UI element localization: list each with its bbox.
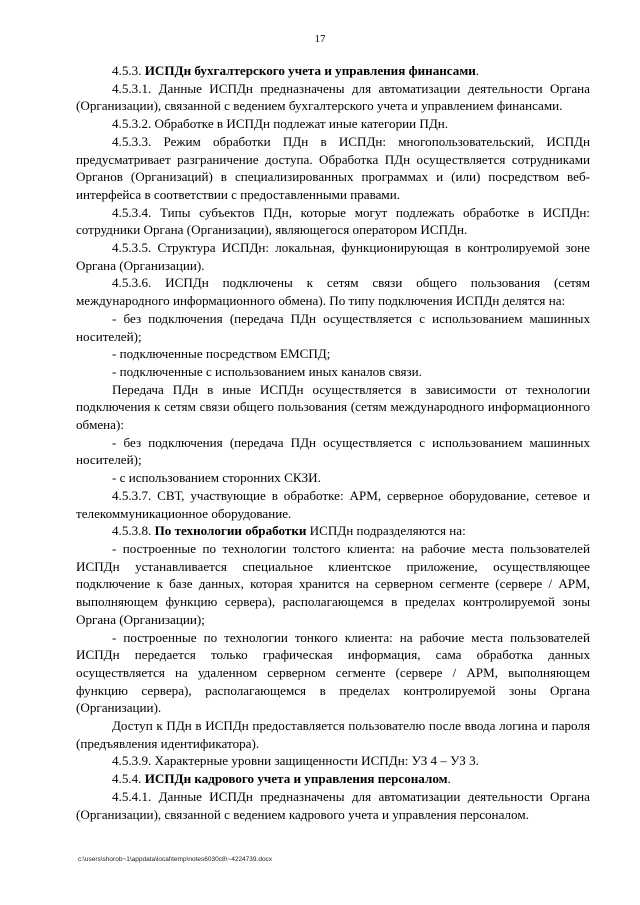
text-run: 4.5.3.5. Структура ИСПДн: локальная, функционирующая в контролируемой зоне Органа (Организации). [76,240,590,273]
paragraph [76,133,590,204]
paragraph [76,345,590,363]
paragraph [76,788,590,823]
text-run: 4.5.3.8. [112,523,155,539]
paragraph [76,540,590,629]
text-run: Передача ПДн в иные ИСПДн осуществляется в зависимости от технологии подключения к сетям связи общего пользования (сетям международного информационного обмена): [76,381,590,433]
paragraph [76,629,590,718]
text-run: 4.5.3.6. ИСПДн подключены к сетям связи общего пользования (сетям международного информационного обмена). По типу подключения ИСПДн делятся на: [76,275,590,309]
paragraph [76,522,590,540]
paragraph [76,80,590,115]
text-run: 4.5.3.9. Характерные уровни защищенности ИСПДн: УЗ 4 – УЗ 3. [112,753,479,769]
paragraph [76,204,590,239]
text-run: 4.5.3.3. Режим обработки ПДн в ИСПДн: многопользовательский, ИСПДн предусматривает разграничение доступа. Обработка ПДн осуществляется сотрудниками Органов (Организаций) в специализированных программах и (или) посредством веб-интерфейса в соответствии с предоставленными правами. [76,133,590,202]
text-run: . [475,63,480,78]
text-run: 4.5.3.2. Обработке в ИСПДн подлежат иные категории ПДн. [112,116,449,132]
paragraph [76,469,590,487]
text-run: - без подключения (передача ПДн осуществляется с использованием машинных носителей); [76,310,590,344]
text-run: 4.5.3. [112,63,145,78]
paragraph [76,274,590,309]
paragraph [76,770,590,788]
paragraph [76,487,590,522]
paragraph [76,434,590,469]
text-run: - без подключения (передача ПДн осуществляется с использованием машинных носителей); [76,434,590,468]
text-run: - построенные по технологии тонкого клиента: на рабочие места пользователей ИСПДн передается только графическая информация, сама обработка данных осуществляется на удаленном серверном сегменте (сервере / АРМ, выполняющем функцию сервера), располагающемся в пределах контролируемой зоны Органа (Организации). [76,629,590,716]
page-number: 17 [314,33,326,45]
paragraph [76,62,590,80]
bold-text: ИСПДн кадрового учета и управления персоналом [144,771,448,787]
bold-text: По технологии обработки [154,523,307,539]
text-run: 4.5.3.4. Типы субъектов ПДн, которые могут подлежать обработке в ИСПДн: сотрудники Органа (Организации), являющегося оператором ИСПДн. [76,204,590,238]
text-run: 4.5.3.7. СВТ, участвующие в обработке: АРМ, серверное оборудование, сетевое и телекоммуникационное оборудование. [76,487,590,521]
paragraph [76,717,590,752]
text-run: Доступ к ПДн в ИСПДн предоставляется пользователю после ввода логина и пароля (предъявления идентификатора). [76,718,590,751]
text-run: ИСПДн подразделяются на: [306,523,466,539]
text-run: - построенные по технологии толстого клиента: на рабочие места пользователей ИСПДн устанавливается специальное клиентское приложение, осуществляющее подключение к базе данных, которая хранится на серверном сегменте (сервере / АРМ, выполняющем функцию сервера), располагающемся в пределах контролируемой зоны Органа (Организации); [76,540,590,627]
paragraph [76,363,590,381]
paragraph [76,381,590,434]
text-run: 4.5.3.1. Данные ИСПДн предназначены для автоматизации деятельности Органа (Организации), связанной с ведением бухгалтерского учета и управлением финансами. [76,80,590,114]
paragraph [76,752,590,770]
text-run: - подключенные посредством ЕМСПД; [112,346,331,362]
text-run: 4.5.4.1. Данные ИСПДн предназначены для автоматизации деятельности Органа (Организации), связанной с ведением кадрового учета и управления персоналом. [76,788,590,822]
footer-file-path: c:\users\shorob~1\appdata\local\temp\notes6030c8\~4224739.docx [78,856,273,863]
text-run: . [447,771,451,787]
text-run: - подключенные с использованием иных каналов связи. [112,363,422,379]
paragraph [76,310,590,345]
paragraph [76,115,590,133]
bold-text: ИСПДн бухгалтерского учета и управления финансами [144,63,476,78]
paragraph [76,239,590,274]
document-body [76,62,590,823]
text-run: 4.5.4. [112,771,145,787]
text-run: - с использованием сторонних СКЗИ. [112,470,321,486]
